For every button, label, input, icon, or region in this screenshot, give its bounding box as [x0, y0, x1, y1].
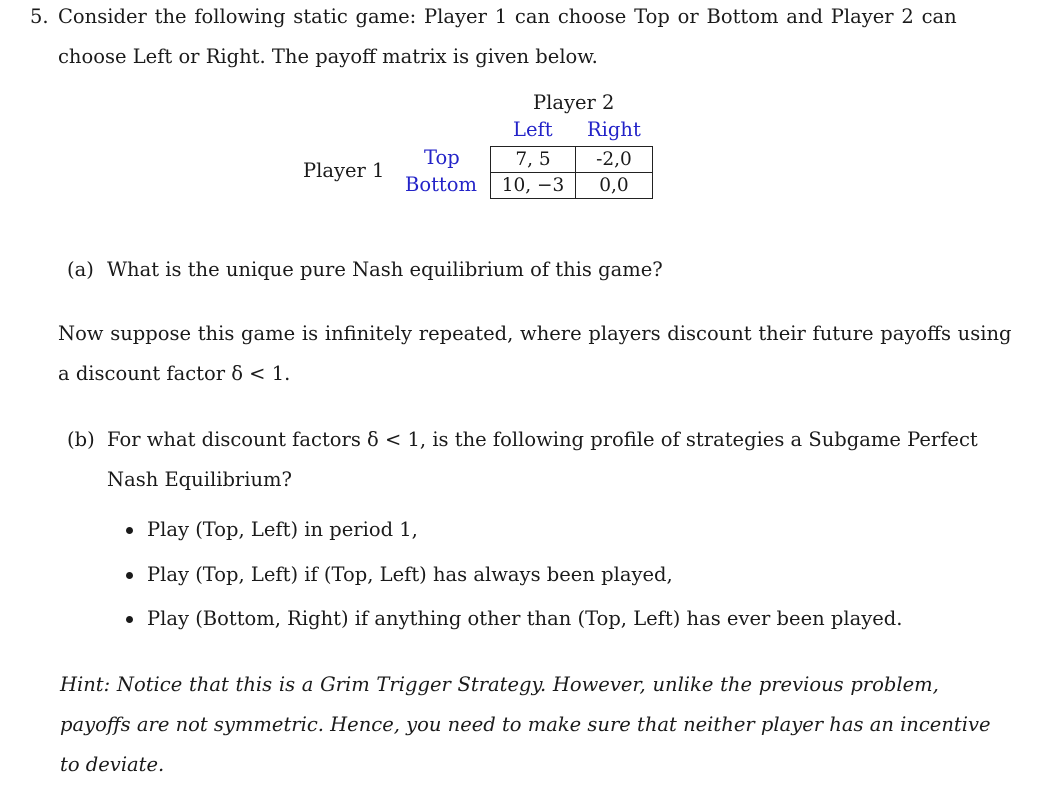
cell-top-left: 7, 5 [491, 147, 576, 173]
question-intro-line2: choose Left or Right. The payoff matrix is given below. [58, 45, 598, 68]
part-b-line1: For what discount factors δ < 1, is the following profile of strategies a Subgame Perfect [107, 428, 978, 451]
question-number: 5. [30, 5, 49, 28]
cell-bottom-left: 10, −3 [491, 173, 576, 199]
column-label-left: Left [513, 118, 553, 141]
table-row [491, 173, 653, 199]
bullet-icon [126, 616, 133, 623]
bullet-text: Play (Bottom, Right) if anything other than (Top, Left) has ever been played. [147, 607, 903, 630]
bullet-text: Play (Top, Left) if (Top, Left) has always been played, [147, 563, 673, 586]
row-player-label: Player 1 [303, 159, 385, 182]
column-player-label: Player 2 [533, 91, 615, 114]
hint-line1: Hint: Notice that this is a Grim Trigger Strategy. However, unlike the previous problem, [60, 673, 939, 696]
column-label-right: Right [587, 118, 641, 141]
cell-bottom-right: 0,0 [576, 173, 653, 199]
hint-line2: payoffs are not symmetric. Hence, you need to make sure that neither player has an incentive [60, 713, 991, 736]
part-b-line2: Nash Equilibrium? [107, 468, 292, 491]
bullet-icon [126, 572, 133, 579]
bullet-icon [126, 527, 133, 534]
part-a-text: What is the unique pure Nash equilibrium of this game? [107, 258, 663, 281]
row-label-bottom: Bottom [405, 173, 477, 196]
table-row [491, 147, 653, 173]
question-intro-line1: Consider the following static game: Player 1 can choose Top or Bottom and Player 2 can [58, 5, 957, 28]
hint-line3: to deviate. [60, 753, 165, 776]
payoff-table [490, 146, 653, 199]
part-a-label: (a) [67, 258, 94, 281]
repeated-line2: a discount factor δ < 1. [58, 362, 291, 385]
cell-top-right: -2,0 [576, 147, 653, 173]
part-b-label: (b) [67, 428, 95, 451]
repeated-line1: Now suppose this game is infinitely repeated, where players discount their future payoffs using [58, 322, 1012, 345]
bullet-text: Play (Top, Left) in period 1, [147, 518, 418, 541]
row-label-top: Top [424, 146, 460, 169]
